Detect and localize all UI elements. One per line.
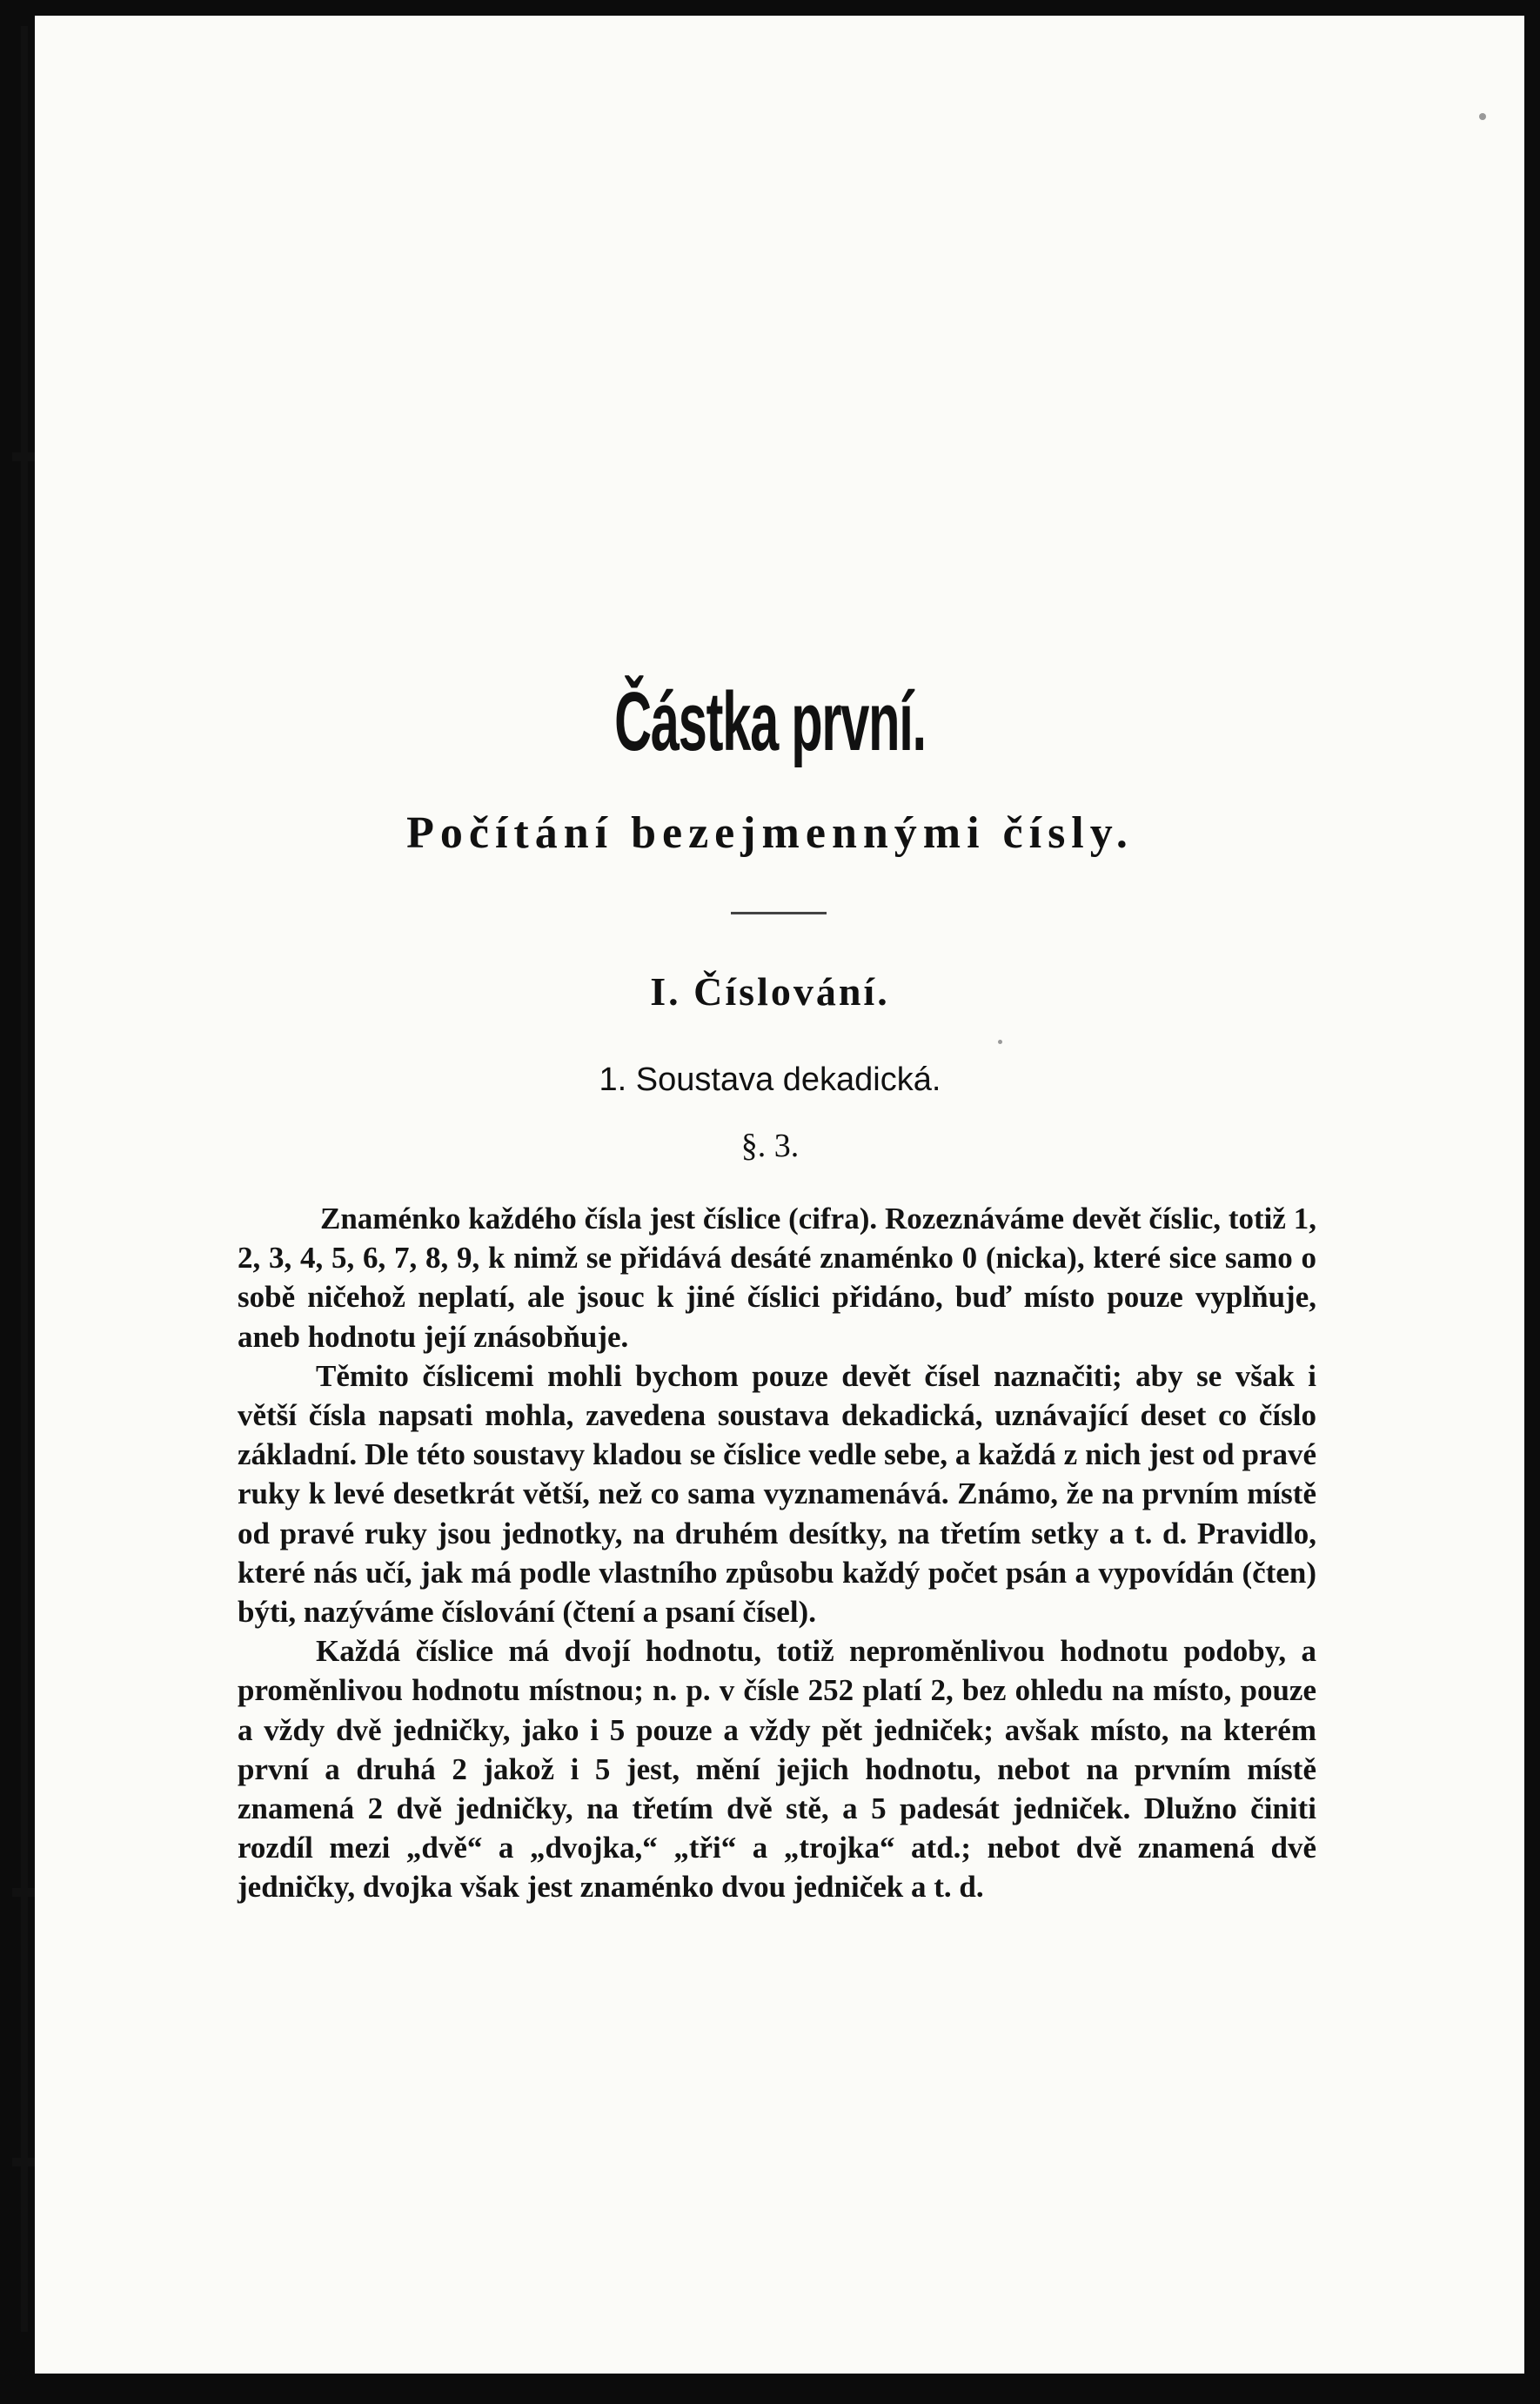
paragraph-sign: §. 3. xyxy=(740,1128,800,1164)
binding-mark xyxy=(12,1888,35,1897)
part-subtitle: Počítání bezejmennými čísly. xyxy=(406,808,1134,858)
divider-rule xyxy=(731,912,827,914)
part-title: Částka první. xyxy=(614,675,926,768)
paragraph: Znaménko každého čísla jest číslice (cifra). Rozeznáváme devět číslic, totiž 1, 2, 3, 4, 5, 6, 7, 8, 9, k nimž se přidává desáté znaménko 0 (nicka), které sice samo o sobě ničehož neplatí, ale jsouc k jiné číslici přidáno, buď místo pouze vyplňuje, aneb hodnotu její znásobňuje. xyxy=(238,1202,1316,1354)
binding-edge xyxy=(21,26,28,2332)
paragraph: Každá číslice má dvojí hodnotu, totiž nepromĕnlivou hodnotu podoby, a proměnlivou hodnotu místnou; n. p. v čísle 252 platí 2, bez ohledu na místo, pouze a vždy dvě jedničky, jako i 5 pouze a vždy pět jedniček; avšak místo, na kterém první a druhá 2 jakož i 5 jest, mění jejich hodnotu, nebot na prvním místě znamená 2 dvě jedničky, na třetím dvě stě, a 5 padesát jedniček. Dlužno činiti rozdíl mezi „dvě“ a „dvojka,“ „tři“ a „trojka“ atd.; nebot dvě znamená dvě jedničky, dvojka však jest znaménko dvou jedniček a t. d. xyxy=(238,1634,1316,1905)
binding-mark xyxy=(12,2158,35,2166)
section-title: 1. Soustava dekadická. xyxy=(599,1061,941,1098)
paper-sheet xyxy=(35,16,1524,2374)
speck xyxy=(1479,113,1486,120)
binding-mark xyxy=(12,452,35,461)
speck xyxy=(998,1040,1002,1044)
body-text xyxy=(238,1199,1316,1907)
paragraph: Těmito číslicemi mohli bychom pouze devět čísel naznačiti; aby se však i větší čísla napsati mohla, zavedena soustava dekadická, uznávající deset co číslo základní. Dle této soustavy kladou se číslice vedle sebe, a každá z nich jest od pravé ruky k levé desetkrát větší, než co sama vyznamenává. Známo, že na prvním místě od pravé ruky jsou jednotky, na druhém desítky, na třetím setky a t. d. Pravidlo, které nás učí, jak má podle vlastního způsobu každý počet psán a vypovídán (čten) býti, nazýváme číslování (čtení a psaní čísel). xyxy=(238,1358,1316,1630)
chapter-title: I. Číslování. xyxy=(650,969,890,1014)
